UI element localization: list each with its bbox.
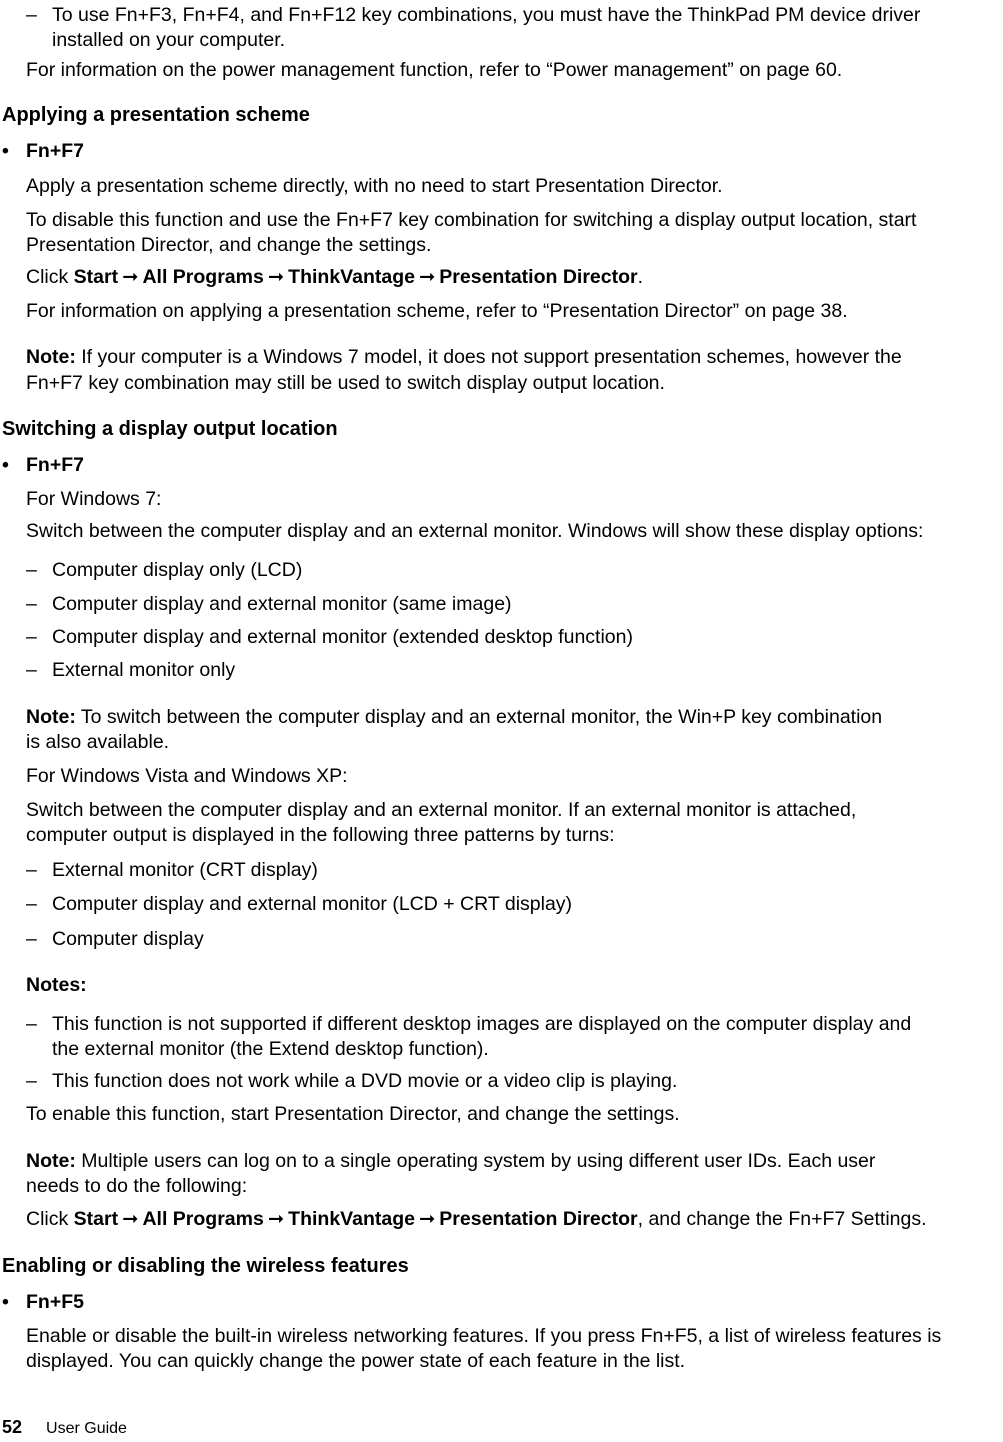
menu-path-start: Start (73, 266, 119, 288)
list-item (26, 624, 633, 650)
bullet-marker: • (2, 454, 9, 476)
note-text-continued: Fn+F7 key combination may still be used to switch display output location. (26, 372, 665, 394)
paragraph: computer output is displayed in the following three patterns by turns: (26, 824, 615, 846)
note-text: To switch between the computer display and an external monitor, the Win+P key combination (80, 706, 883, 728)
bullet-marker: • (2, 140, 9, 162)
bullet-marker: • (2, 1291, 9, 1313)
list-item-text: Computer display and external monitor (LCD + CRT display) (52, 893, 573, 915)
heading-presentation-scheme: Applying a presentation scheme (2, 104, 310, 126)
dash-marker: – (26, 928, 37, 950)
menu-path-thinkvantage: ThinkVantage (288, 1208, 415, 1230)
bullet-key (2, 452, 84, 478)
paragraph: Apply a presentation scheme directly, with no need to start Presentation Director. (26, 175, 723, 197)
paragraph: Switch between the computer display and an external monitor. Windows will show these display options: (26, 520, 924, 542)
document-title: User Guide (46, 1420, 127, 1437)
dash-marker: – (26, 4, 37, 26)
list-item (26, 591, 512, 617)
dash-marker: – (26, 559, 37, 581)
menu-path-tail: , and change the Fn+F7 Settings. (637, 1208, 927, 1230)
note (26, 344, 902, 370)
paragraph: displayed. You can quickly change the power state of each feature in the list. (26, 1350, 686, 1372)
key-label: Fn+F7 (26, 454, 84, 476)
menu-path-all-programs: All Programs (142, 266, 264, 288)
note (26, 1148, 875, 1174)
os-label-windows7: For Windows 7: (26, 488, 162, 510)
arrow-icon: ➞ (418, 1208, 436, 1230)
list-item-text: Computer display and external monitor (same image) (52, 593, 512, 615)
arrow-icon: ➞ (122, 266, 139, 288)
dash-item-driver-requirement (26, 2, 920, 28)
arrow-icon: ➞ (418, 266, 436, 288)
menu-path: Click Start ➞ All Programs ➞ ThinkVantage ➞ Presentation Director. (26, 266, 644, 288)
os-label-vista-xp: For Windows Vista and Windows XP: (26, 765, 348, 787)
note-text-continued: needs to do the following: (26, 1175, 248, 1197)
key-label: Fn+F5 (26, 1291, 84, 1313)
click-label: Click (26, 266, 69, 288)
list-item-text: Computer display and external monitor (extended desktop function) (52, 626, 633, 648)
dash-marker: – (26, 593, 37, 615)
list-item-text: External monitor only (52, 659, 236, 681)
menu-path-presentation-director: Presentation Director (439, 1208, 638, 1230)
list-item-text-continued: the external monitor (the Extend desktop function). (52, 1038, 489, 1060)
dash-marker: – (26, 626, 37, 648)
power-management-reference: For information on the power management function, refer to “Power management” on page 60. (26, 59, 843, 81)
dash-marker: – (26, 893, 37, 915)
note-text: Multiple users can log on to a single operating system by using different user IDs. Each user (81, 1150, 876, 1172)
paragraph: To enable this function, start Presentation Director, and change the settings. (26, 1103, 680, 1125)
bullet-key (2, 1289, 84, 1315)
note (26, 704, 882, 730)
list-item (26, 926, 204, 952)
dash-text: To use Fn+F3, Fn+F4, and Fn+F12 key combinations, you must have the ThinkPad PM device driver (52, 4, 921, 26)
paragraph: Enable or disable the built-in wireless networking features. If you press Fn+F5, a list of wireless features is (26, 1325, 942, 1347)
bullet-key (2, 138, 84, 164)
page-footer (2, 1414, 127, 1442)
presentation-director-reference: For information on applying a presentation scheme, refer to “Presentation Director” on page 38. (26, 300, 848, 322)
menu-path-all-programs: All Programs (142, 1208, 264, 1230)
note-label: Note: (26, 1150, 76, 1172)
paragraph: Presentation Director, and change the settings. (26, 234, 432, 256)
arrow-icon: ➞ (122, 1208, 139, 1230)
note-text: If your computer is a Windows 7 model, it does not support presentation schemes, however the (81, 346, 902, 368)
dash-marker: – (26, 659, 37, 681)
dash-marker: – (26, 1013, 37, 1035)
click-label: Click (26, 1208, 69, 1230)
note-label: Note: (26, 346, 76, 368)
menu-path (26, 1206, 927, 1232)
dash-marker: – (26, 859, 37, 881)
arrow-icon: ➞ (267, 1208, 285, 1230)
notes-label: Notes: (26, 974, 87, 996)
menu-path-start: Start (73, 1208, 119, 1230)
page-number: 52 (2, 1417, 23, 1437)
list-item-text: Computer display (52, 928, 204, 950)
list-item-text: External monitor (CRT display) (52, 859, 318, 881)
paragraph: Switch between the computer display and an external monitor. If an external monitor is attached, (26, 799, 857, 821)
arrow-icon: ➞ (267, 266, 285, 288)
heading-wireless: Enabling or disabling the wireless features (2, 1255, 409, 1277)
list-item (26, 657, 235, 683)
menu-path-presentation-director: Presentation Director (439, 266, 638, 288)
list-item-text: This function does not work while a DVD movie or a video clip is playing. (52, 1070, 678, 1092)
note-label: Note: (26, 706, 76, 728)
key-label: Fn+F7 (26, 140, 84, 162)
list-item-text: This function is not supported if different desktop images are displayed on the computer display and (52, 1013, 912, 1035)
dash-marker: – (26, 1070, 37, 1092)
menu-path-thinkvantage: ThinkVantage (288, 266, 415, 288)
list-item (26, 1068, 677, 1094)
list-item (26, 891, 572, 917)
heading-display-output: Switching a display output location (2, 418, 338, 440)
note-text-continued: is also available. (26, 731, 170, 753)
list-item (26, 557, 302, 583)
list-item (26, 857, 318, 883)
list-item-text: Computer display only (LCD) (52, 559, 303, 581)
paragraph: To disable this function and use the Fn+F7 key combination for switching a display output location, start (26, 209, 917, 231)
list-item (26, 1011, 911, 1037)
dash-text-continued: installed on your computer. (52, 29, 286, 51)
